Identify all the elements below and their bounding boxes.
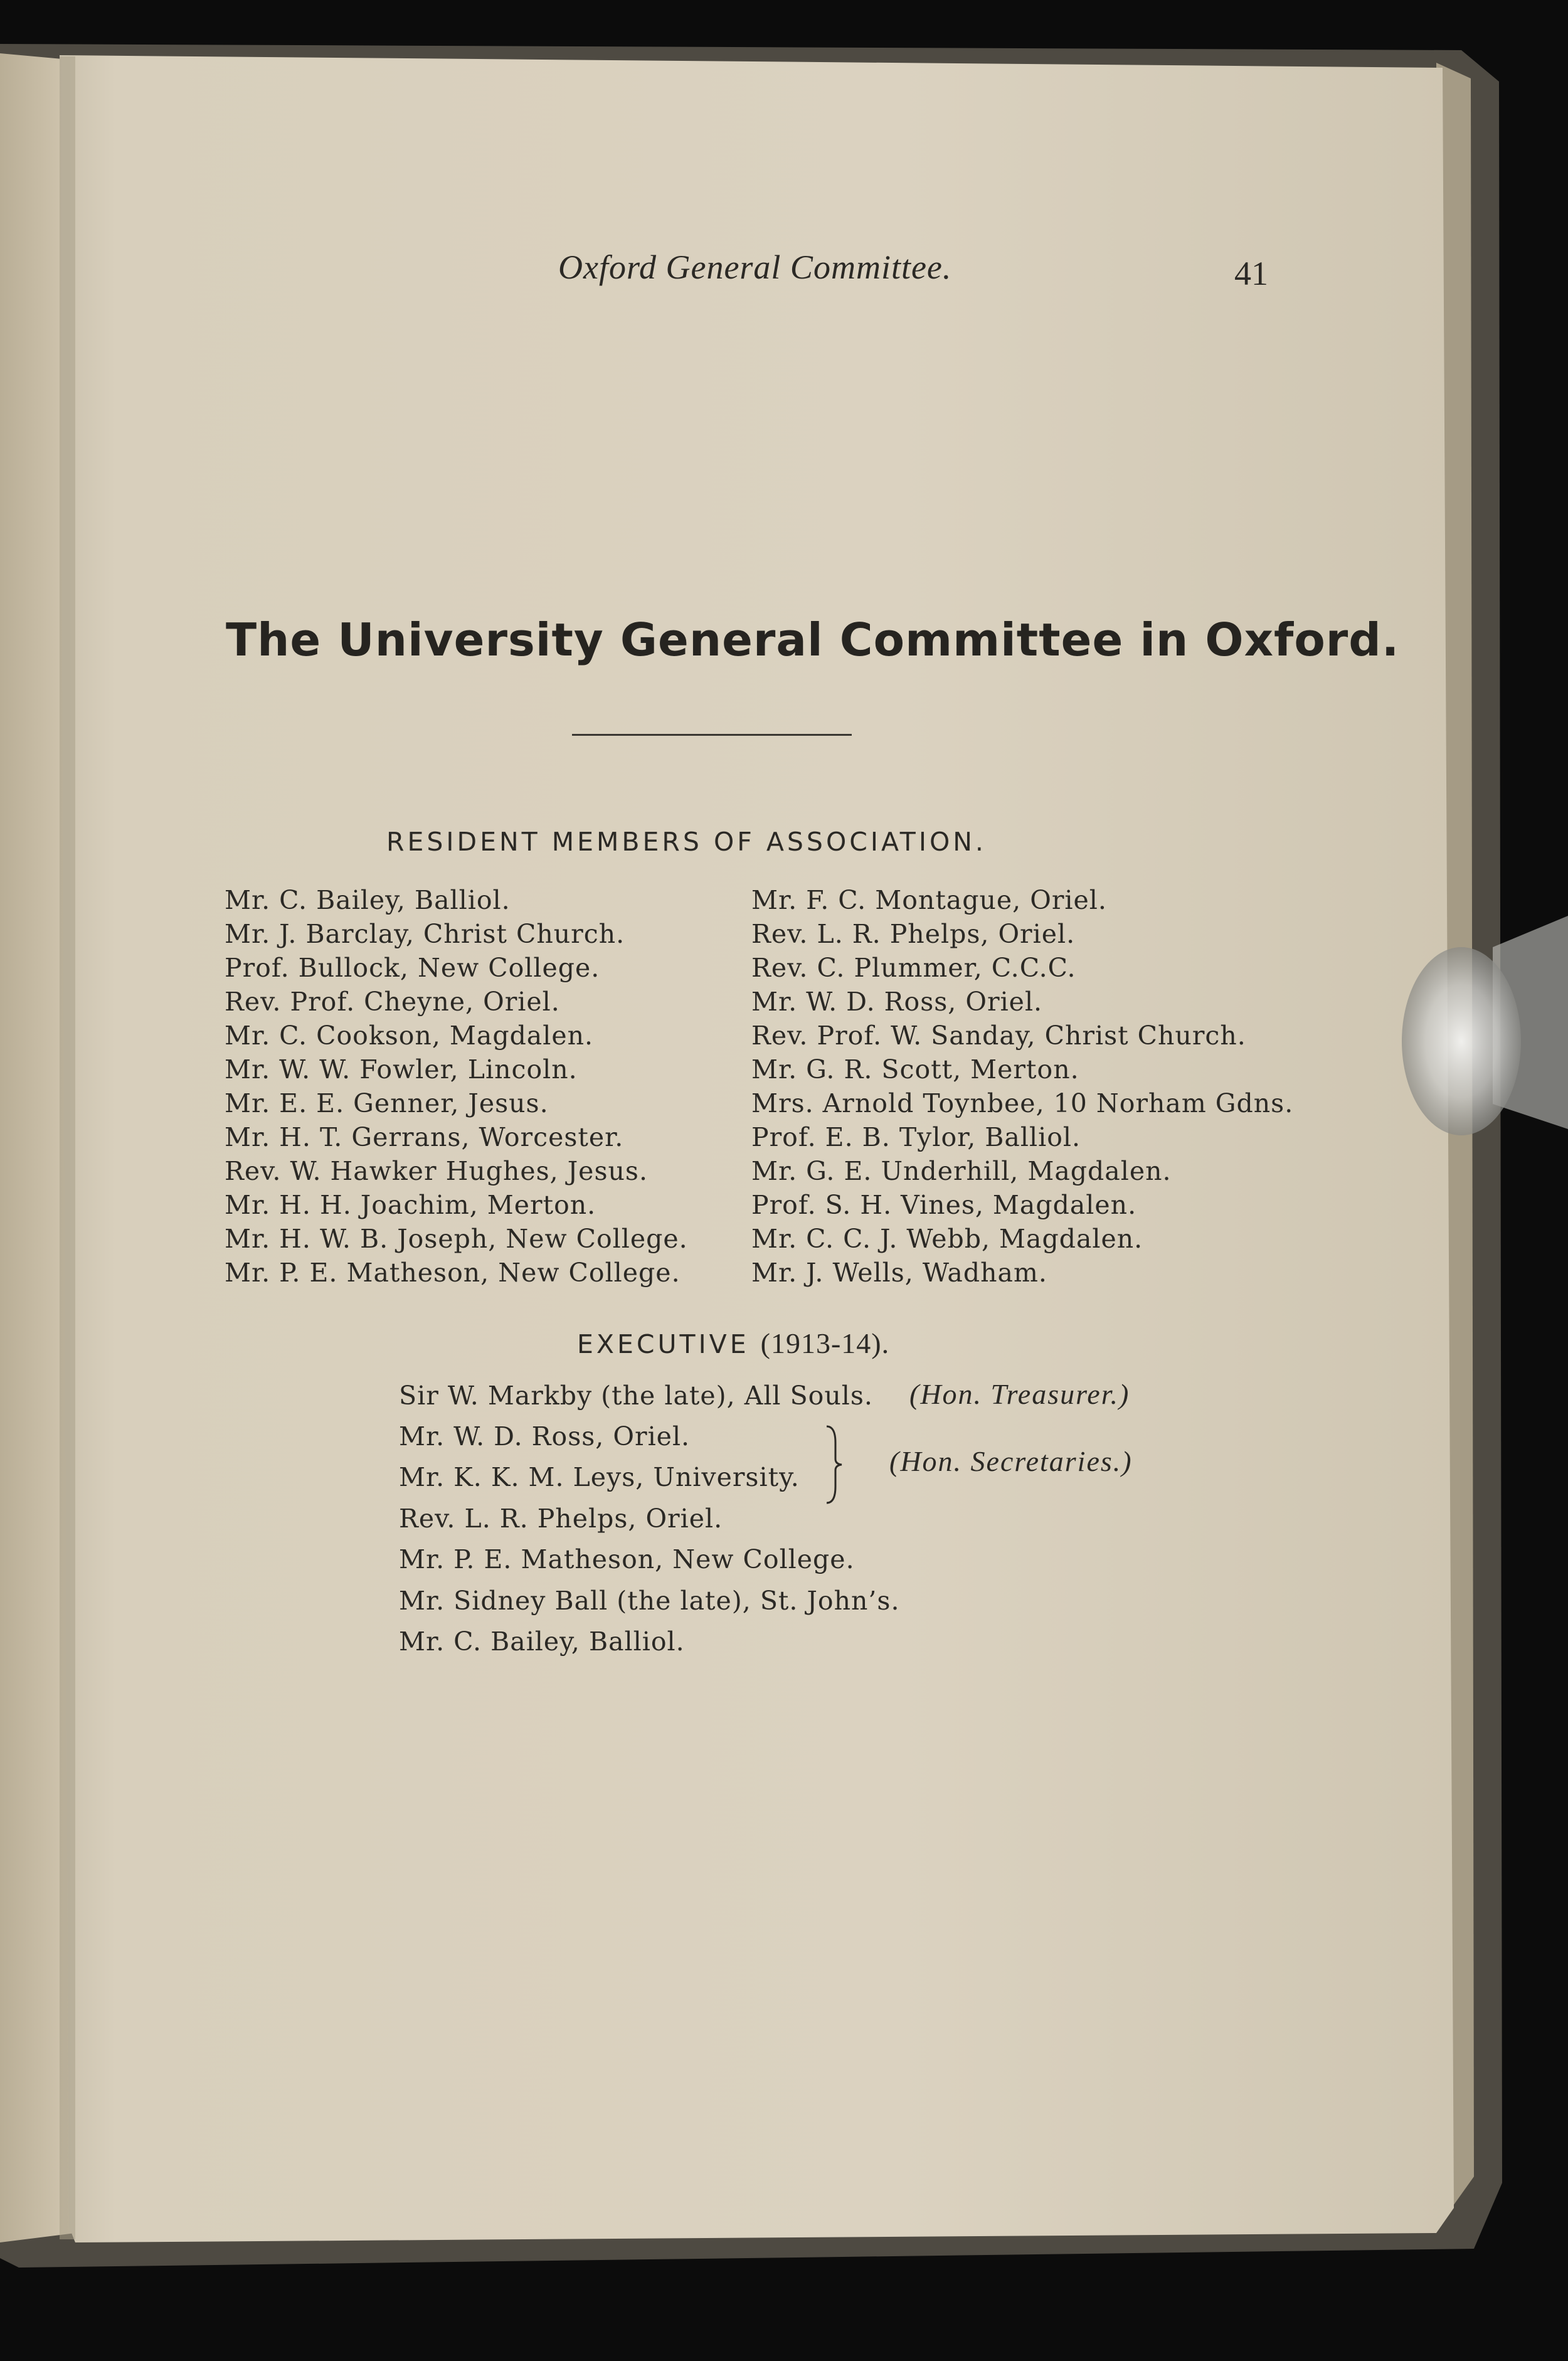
gutter-shadow — [60, 56, 75, 2239]
member-entry: Rev. W. Hawker Hughes, Jesus. — [225, 1156, 648, 1186]
member-entry: Rev. C. Plummer, C.C.C. — [751, 953, 1076, 983]
executive-member: Mr. Sidney Ball (the late), St. John’s. — [399, 1586, 900, 1616]
member-entry: Mr. G. E. Underhill, Magdalen. — [751, 1156, 1172, 1186]
member-entry: Mr. C. Bailey, Balliol. — [225, 885, 511, 915]
executive-heading-label: EXECUTIVE — [577, 1329, 750, 1359]
member-entry: Mr. W. W. Fowler, Lincoln. — [225, 1054, 578, 1085]
executive-member: Mr. P. E. Matheson, New College. — [399, 1544, 855, 1574]
executive-member: Sir W. Markby (the late), All Souls. — [399, 1381, 873, 1411]
executive-member: Mr. C. Bailey, Balliol. — [399, 1626, 685, 1657]
member-entry: Mr. C. C. J. Webb, Magdalen. — [751, 1224, 1143, 1254]
page-clip-knob — [1402, 947, 1521, 1135]
resident-members-right-column — [751, 883, 1293, 1290]
executive-year: (1913-14). — [760, 1327, 890, 1359]
member-entry: Mr. W. D. Ross, Oriel. — [751, 987, 1043, 1017]
member-entry: Mr. J. Barclay, Christ Church. — [225, 919, 625, 949]
hon-treasurer-role: (Hon. Treasurer.) — [909, 1378, 1130, 1410]
page-title: The University General Committee in Oxford. — [226, 613, 1400, 666]
member-entry: Mr. G. R. Scott, Merton. — [751, 1054, 1079, 1085]
hon-secretaries-role: (Hon. Secretaries.) — [889, 1445, 1133, 1477]
resident-members-heading: RESIDENT MEMBERS OF ASSOCIATION. — [386, 827, 987, 857]
member-entry: Rev. L. R. Phelps, Oriel. — [751, 919, 1076, 949]
member-entry: Rev. Prof. W. Sanday, Christ Church. — [751, 1021, 1246, 1051]
executive-member: Mr. K. K. M. Leys, University. — [399, 1462, 800, 1492]
resident-members-left-column — [225, 883, 688, 1290]
member-entry: Mr. C. Cookson, Magdalen. — [225, 1021, 594, 1051]
member-entry: Prof. S. H. Vines, Magdalen. — [751, 1190, 1137, 1220]
member-entry: Mr. H. H. Joachim, Merton. — [225, 1190, 596, 1220]
member-entry: Prof. E. B. Tylor, Balliol. — [751, 1122, 1081, 1152]
member-entry: Prof. Bullock, New College. — [225, 953, 600, 983]
page-number: 41 — [1234, 255, 1268, 292]
member-entry: Mr. E. E. Genner, Jesus. — [225, 1088, 549, 1118]
member-entry: Mr. P. E. Matheson, New College. — [225, 1258, 681, 1288]
executive-member: Mr. W. D. Ross, Oriel. — [399, 1421, 691, 1451]
member-entry: Mr. H. T. Gerrans, Worcester. — [225, 1122, 624, 1152]
secretaries-brace — [822, 1424, 847, 1505]
member-entry: Mr. H. W. B. Joseph, New College. — [225, 1224, 688, 1254]
executive-heading — [577, 1327, 889, 1360]
member-entry: Mr. F. C. Montague, Oriel. — [751, 885, 1107, 915]
member-entry: Mr. J. Wells, Wadham. — [751, 1258, 1047, 1288]
running-header-title: Oxford General Committee. — [558, 248, 952, 286]
executive-member: Rev. L. R. Phelps, Oriel. — [399, 1504, 723, 1534]
member-entry: Mrs. Arnold Toynbee, 10 Norham Gdns. — [751, 1088, 1294, 1118]
title-divider — [572, 734, 852, 736]
member-entry: Rev. Prof. Cheyne, Oriel. — [225, 987, 560, 1017]
